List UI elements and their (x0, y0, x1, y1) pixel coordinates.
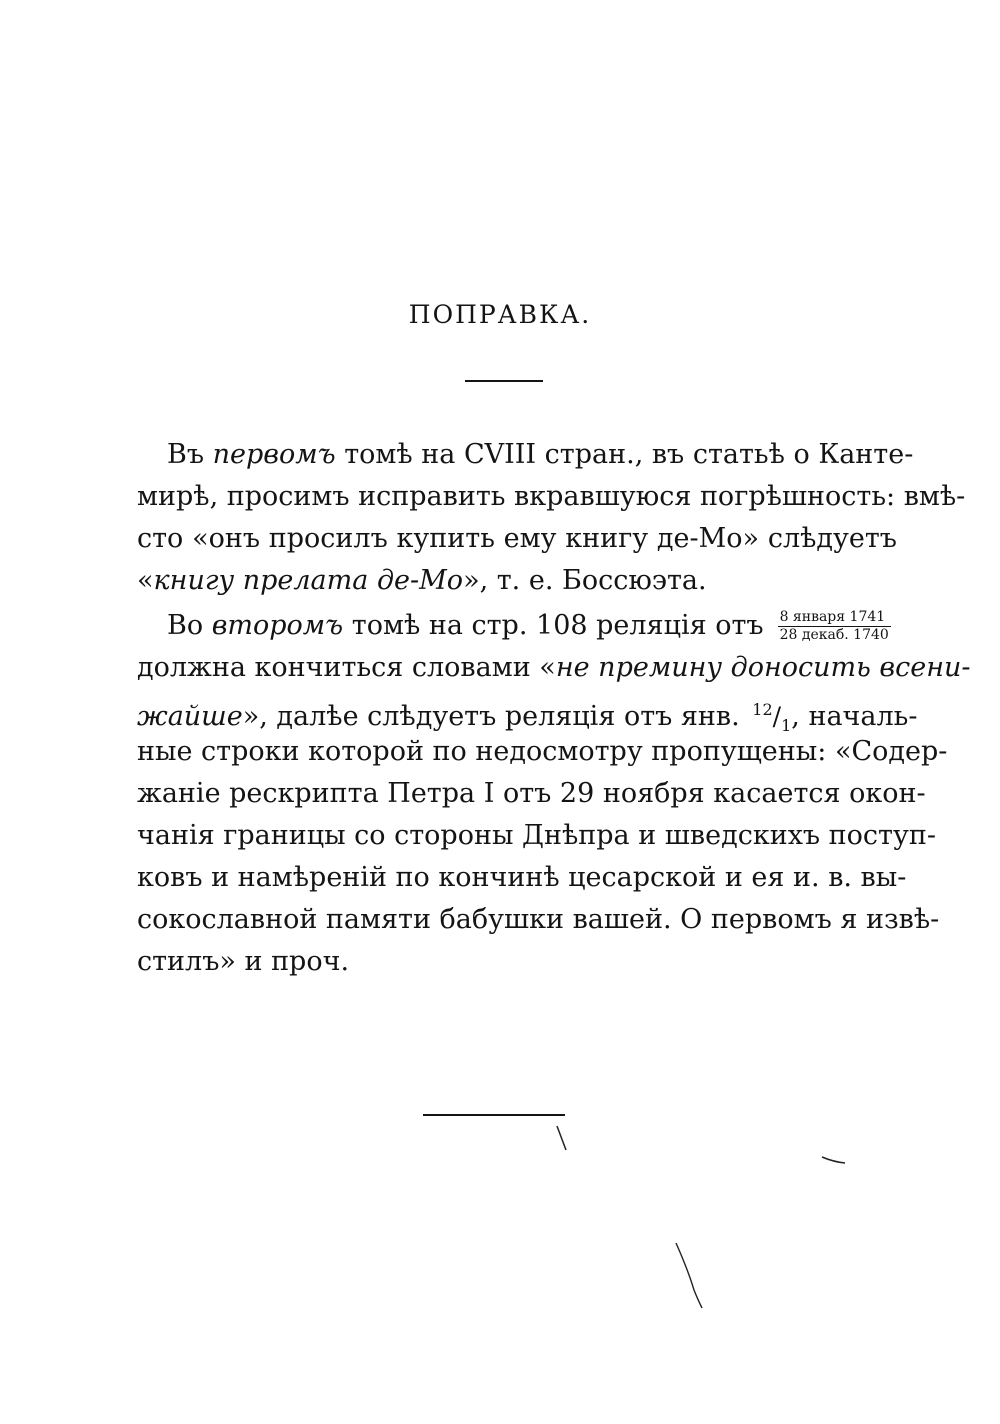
paragraph-2-line-8: сокославной памяти бабушки вашей. О первомъ я извѣ- (137, 904, 940, 935)
paragraph-2-line-5: жаніе рескрипта Петра I отъ 29 ноября касается окон- (137, 778, 926, 809)
date-fraction-denominator: 28 декаб. 1740 (779, 627, 889, 643)
january-fraction: $^{12}/_1$ (752, 700, 792, 735)
paragraph-2-line-9: стилъ» и проч. (137, 946, 350, 977)
paragraph-1-line-4: «книгу прелата де-Mo», т. е. Боссюэта. (137, 565, 707, 596)
scan-speck-1 (557, 1126, 566, 1150)
paragraph-2-line-2: должна кончиться словами «не премину доносить всени- (137, 652, 971, 683)
date-fraction-numerator: 8 января 1741 (778, 610, 891, 627)
scan-speck-3 (676, 1243, 702, 1308)
page-title: ПОПРАВКА. (408, 300, 592, 329)
paragraph-2-line-7: ковъ и намѣреній по кончинѣ цесарской и ея и. в. вы- (137, 862, 907, 893)
paragraph-2-line-3: жайше», далѣе слѣдуетъ реляція отъ янв. $^{12}/_1$, началь- (137, 700, 918, 735)
paragraph-1-line-3: сто «онъ просилъ купить ему книгу де-Mo» слѣдуетъ (137, 523, 897, 554)
scan-speck-2 (822, 1157, 845, 1163)
paragraph-1-line-2: мирѣ, просимъ исправить вкравшуюся погрѣшность: вмѣ- (137, 481, 966, 512)
paragraph-2-line-6: чанія границы со стороны Днѣпра и шведскихъ поступ- (137, 820, 936, 851)
paragraph-2-line-1: Во второмъ томѣ на стр. 108 реляція отъ $\frac{\text{8 января 1741}}{\text{28 декаб. 1740}}$ (167, 609, 889, 643)
paragraph-1-line-1: Въ первомъ томѣ на CVIII стран., въ статьѣ о Канте- (167, 439, 914, 470)
paragraph-2-line-4: ные строки которой по недосмотру пропущены: «Содер- (137, 736, 948, 767)
